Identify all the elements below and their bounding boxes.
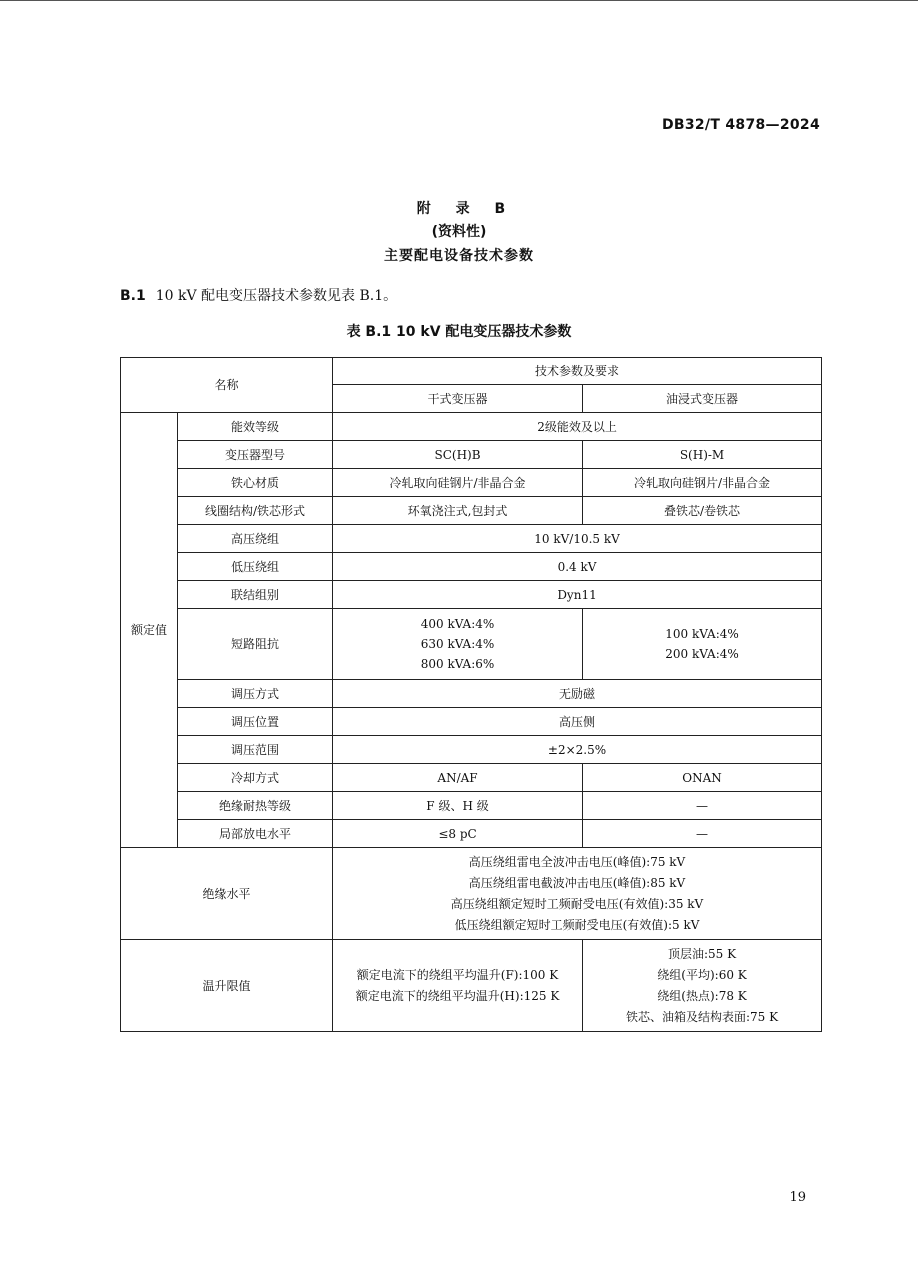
line: 铁芯、油箱及结构表面:75 K (625, 1009, 779, 1024)
table-row (121, 736, 822, 764)
insulation-level-lines (333, 848, 822, 940)
table-row (121, 764, 822, 792)
clause-b1 (120, 285, 397, 305)
line: 630 kVA:4% (420, 637, 495, 651)
group-rated: 额定值 (121, 413, 178, 848)
row-label: 能效等级 (178, 413, 333, 441)
document-number: DB32/T 4878—2024 (661, 117, 820, 133)
table-row (121, 525, 822, 553)
row-dry: 冷轧取向硅钢片/非晶合金 (333, 469, 583, 497)
table-row (121, 413, 822, 441)
line: 800 kVA:6% (420, 657, 495, 671)
line: 低压绕组额定短时工频耐受电压(有效值):5 kV (454, 917, 700, 932)
table-row (121, 820, 822, 848)
row-oil: 叠铁芯/卷铁芯 (583, 497, 822, 525)
row-label: 高压绕组 (178, 525, 333, 553)
insulation-level-label: 绝缘水平 (121, 848, 333, 940)
table-row (121, 848, 822, 940)
clause-number: B.1 (120, 288, 146, 304)
line: 顶层油:55 K (667, 946, 737, 961)
row-dry: AN/AF (333, 764, 583, 792)
line: 高压绕组雷电截波冲击电压(峰值):85 kV (468, 875, 686, 890)
row-label: 变压器型号 (178, 441, 333, 469)
table-row (121, 609, 822, 680)
row-label: 绝缘耐热等级 (178, 792, 333, 820)
row-dry-lines (333, 609, 583, 680)
row-label: 调压范围 (178, 736, 333, 764)
transformer-spec-table (120, 357, 822, 1032)
row-value: ±2×2.5% (333, 736, 822, 764)
row-dry: SC(H)B (333, 441, 583, 469)
table-row (121, 497, 822, 525)
temp-rise-oil-lines (583, 940, 822, 1032)
table-header-row (121, 358, 822, 385)
table-row (121, 441, 822, 469)
row-dry: ≤8 pC (333, 820, 583, 848)
table-row (121, 940, 822, 1032)
line: 高压绕组额定短时工频耐受电压(有效值):35 kV (450, 896, 704, 911)
row-label: 低压绕组 (178, 553, 333, 581)
header-params: 技术参数及要求 (333, 358, 822, 385)
line: 高压绕组雷电全波冲击电压(峰值):75 kV (468, 854, 686, 869)
table-row (121, 553, 822, 581)
appendix-nature: (资料性) (431, 224, 487, 240)
line: 200 kVA:4% (665, 647, 739, 661)
top-border-line (0, 0, 918, 1)
header-name: 名称 (121, 358, 333, 413)
row-label: 冷却方式 (178, 764, 333, 792)
row-value: 高压侧 (333, 708, 822, 736)
temp-rise-dry-lines (333, 940, 583, 1032)
line: 绕组(平均):60 K (657, 967, 747, 982)
table-row (121, 469, 822, 497)
row-dry: 环氧浇注式,包封式 (333, 497, 583, 525)
row-label: 线圈结构/铁芯形式 (178, 497, 333, 525)
table-row (121, 680, 822, 708)
row-oil: S(H)-M (583, 441, 822, 469)
row-oil: — (583, 820, 822, 848)
clause-text: 10 kV 配电变压器技术参数见表 B.1。 (155, 288, 398, 304)
row-label: 局部放电水平 (178, 820, 333, 848)
row-oil: — (583, 792, 822, 820)
row-oil: 冷轧取向硅钢片/非晶合金 (583, 469, 822, 497)
line: 额定电流下的绕组平均温升(H):125 K (355, 988, 560, 1003)
row-value: Dyn11 (333, 581, 822, 609)
row-label: 铁心材质 (178, 469, 333, 497)
row-oil-lines (583, 609, 822, 680)
row-value: 0.4 kV (333, 553, 822, 581)
appendix-subject: 主要配电设备技术参数 (384, 248, 534, 264)
row-value: 10 kV/10.5 kV (333, 525, 822, 553)
appendix-title: 附 录 B (416, 201, 516, 217)
header-oil: 油浸式变压器 (583, 385, 822, 413)
table-caption: 表 B.1 10 kV 配电变压器技术参数 (346, 324, 572, 340)
row-label: 短路阻抗 (178, 609, 333, 680)
page-number: 19 (789, 1190, 806, 1205)
table-row (121, 708, 822, 736)
line: 绕组(热点):78 K (657, 988, 747, 1003)
table-row (121, 792, 822, 820)
row-dry: F 级、H 级 (333, 792, 583, 820)
temp-rise-label: 温升限值 (121, 940, 333, 1032)
row-value: 2级能效及以上 (333, 413, 822, 441)
line: 100 kVA:4% (665, 627, 739, 641)
row-label: 联结组别 (178, 581, 333, 609)
line: 额定电流下的绕组平均温升(F):100 K (356, 967, 559, 982)
header-dry: 干式变压器 (333, 385, 583, 413)
row-oil: ONAN (583, 764, 822, 792)
line: 400 kVA:4% (420, 617, 495, 631)
row-label: 调压方式 (178, 680, 333, 708)
row-label: 调压位置 (178, 708, 333, 736)
row-value: 无励磁 (333, 680, 822, 708)
table-row (121, 581, 822, 609)
